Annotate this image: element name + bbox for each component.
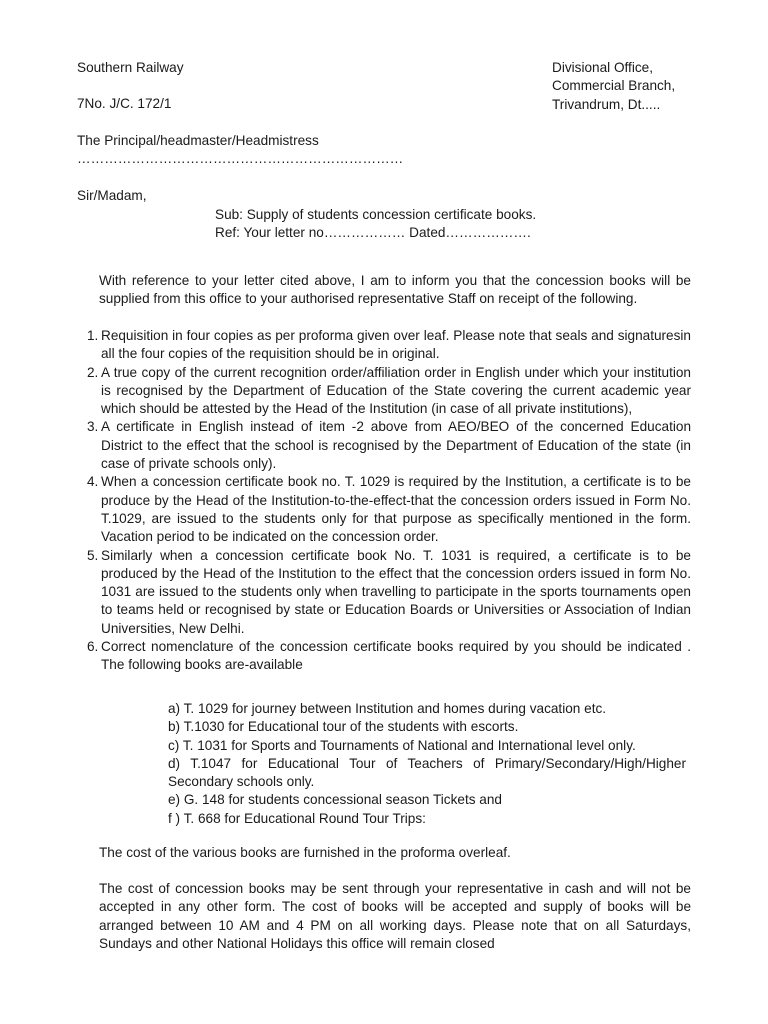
sender-organization: Southern Railway — [77, 60, 184, 75]
list-item-text: Correct nomenclature of the concession certificate books required by you should be indicated . The following books are-available — [101, 639, 691, 673]
addressee-dotted-line: ……………………………………………………………… — [77, 151, 404, 167]
list-item-text: A certificate in English instead of item -2 above from AEO/BEO of the concerned Education District to the effect that the school is recognised by the Department of Education of the state (in case of private schools only). — [101, 419, 691, 472]
addressee-title: The Principal/headmaster/Headmistress — [77, 133, 319, 148]
list-item-number: 5. — [87, 547, 99, 563]
list-item — [87, 327, 691, 364]
salutation: Sir/Madam, — [77, 188, 147, 203]
office-address-line: Commercial Branch, — [552, 78, 676, 94]
book-item: c) T. 1031 for Sports and Tournaments of National and International level only. — [168, 737, 636, 753]
list-item-text: When a concession certificate book no. T. 1029 is required by the Institution, a certificate is to be produce by the Head of the Institution-to-the-effect-that the concession orders issued in Form No. T.1029, are issued to the students only for that purpose as specifically mentioned in the form. Vacation period to be indicated on the concession order. — [101, 474, 691, 545]
intro-paragraph: With reference to your letter cited above, I am to inform you that the concession books will be supplied from this office to your authorised representative Staff on receipt of the following. — [99, 273, 691, 307]
list-item — [87, 638, 691, 675]
list-item — [87, 473, 691, 546]
book-item: e) G. 148 for students concessional season Tickets and — [168, 792, 502, 808]
office-address-line: Divisional Office, — [552, 60, 653, 75]
list-item-number: 1. — [87, 328, 99, 343]
book-item: a) T. 1029 for journey between Institution and homes during vacation etc. — [168, 701, 607, 716]
book-item: b) T.1030 for Educational tour of the students with escorts. — [168, 719, 519, 735]
closing-paragraph: The cost of concession books may be sent through your representative in cash and will not be accepted in any other form. The cost of books will be accepted and supply of books will be arranged between 10 AM and 4 PM on all working days. Please note that on all Saturdays, Sundays and other National Holidays this office will remain closed — [99, 881, 691, 951]
list-item — [87, 547, 691, 638]
book-item: f ) T. 668 for Educational Round Tour Trips: — [168, 810, 426, 826]
list-item — [87, 364, 691, 419]
addressee — [77, 132, 404, 169]
cost-note: The cost of the various books are furnished in the proforma overleaf. — [99, 845, 511, 860]
reference-line: Ref: Your letter no……………… Dated………………. — [215, 225, 531, 240]
office-address-line: Trivandrum, Dt..... — [552, 96, 661, 112]
subject-line: Sub: Supply of students concession certificate books. — [215, 207, 537, 222]
list-item-number: 2. — [87, 364, 99, 380]
list-item — [87, 418, 691, 473]
requirements-list — [87, 327, 691, 675]
available-books-list — [168, 700, 686, 828]
list-item-number: 3. — [87, 419, 99, 435]
list-item-number: 6. — [87, 639, 99, 655]
list-item-text: Similarly when a concession certificate book No. T. 1031 is required, a certificate is to be produced by the Head of the Institution to the effect that the concession orders issued in form No. 1031 are issued to the students only when travelling to participate in the sports tournaments open to teams held or recognised by state or Education Boards or Universities or Association of Indian Universities, New Delhi. — [101, 547, 691, 636]
list-item-number: 4. — [87, 474, 99, 490]
reference-number: 7No. J/C. 172/1 — [77, 96, 172, 111]
list-item-text: Requisition in four copies as per proforma given over leaf. Please note that seals and signaturesin all the four copies of the requisition should be in original. — [101, 328, 691, 362]
book-item: d) T.1047 for Educational Tour of Teachers of Primary/Secondary/High/Higher Secondary schools only. — [168, 755, 686, 790]
office-address — [552, 59, 675, 114]
list-item-text: A true copy of the current recognition order/affiliation order in English under which your institution is recognised by the Department of Education of the State covering the current academic year which should be attested by the Head of the Institution (in case of all private institutions), — [101, 364, 691, 417]
